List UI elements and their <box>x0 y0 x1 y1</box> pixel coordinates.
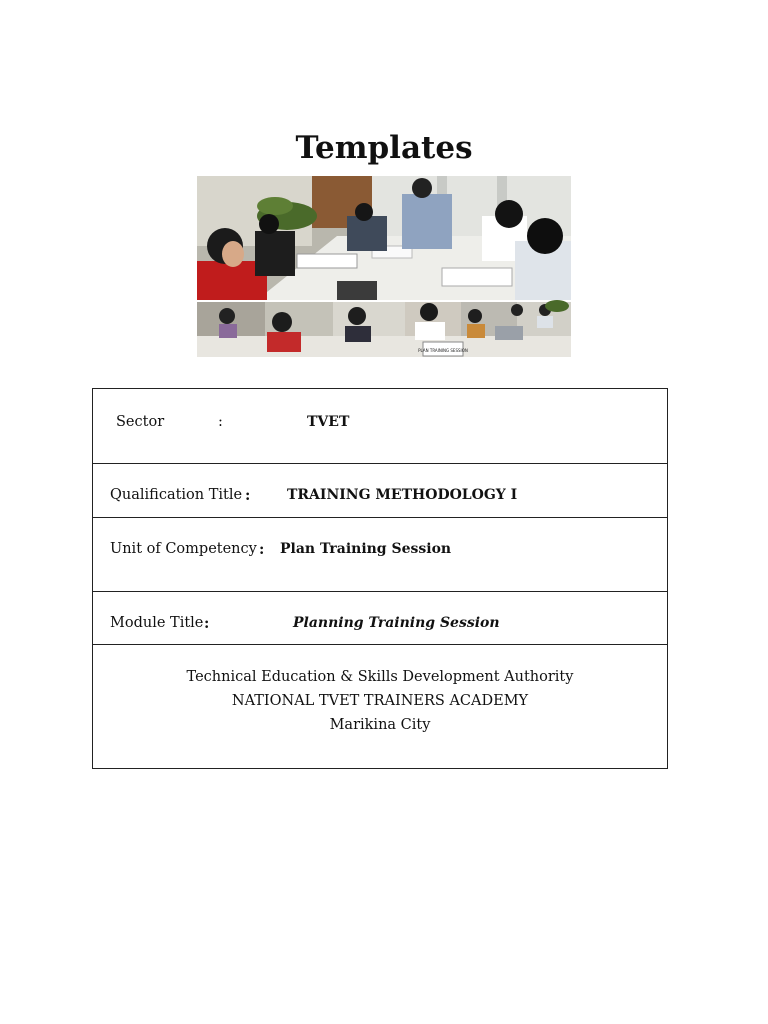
module-row <box>93 592 667 645</box>
academy-name: NATIONAL TVET TRAINERS ACADEMY <box>231 693 529 709</box>
sector-row <box>93 389 667 464</box>
qualification-value: TRAINING METHODOLOGY I <box>287 487 518 503</box>
city-name: Marikina City <box>329 717 431 733</box>
qualification-row <box>93 464 667 518</box>
module-colon: : <box>204 615 210 632</box>
qualification-label: Qualification Title <box>110 487 243 503</box>
authority-name: Technical Education & Skills Development Authority <box>186 669 574 685</box>
module-value: Planning Training Session <box>293 615 500 631</box>
sector-value: TVET <box>307 414 350 430</box>
sector-label: Sector <box>116 414 165 430</box>
unit-colon: : <box>259 541 265 558</box>
footer-row <box>93 645 667 768</box>
module-info-table <box>92 388 668 769</box>
sector-colon: : <box>218 414 223 430</box>
unit-row <box>93 518 667 592</box>
photo-sign-text: PLAN TRAINING SESSION <box>418 348 468 353</box>
unit-value: Plan Training Session <box>280 541 452 557</box>
module-label: Module Title <box>110 615 204 631</box>
unit-label: Unit of Competency <box>110 541 257 557</box>
training-session-photo <box>197 176 571 357</box>
photo-collage <box>197 176 571 357</box>
document-title: Templates <box>295 130 473 166</box>
qualification-colon: : <box>245 487 251 504</box>
